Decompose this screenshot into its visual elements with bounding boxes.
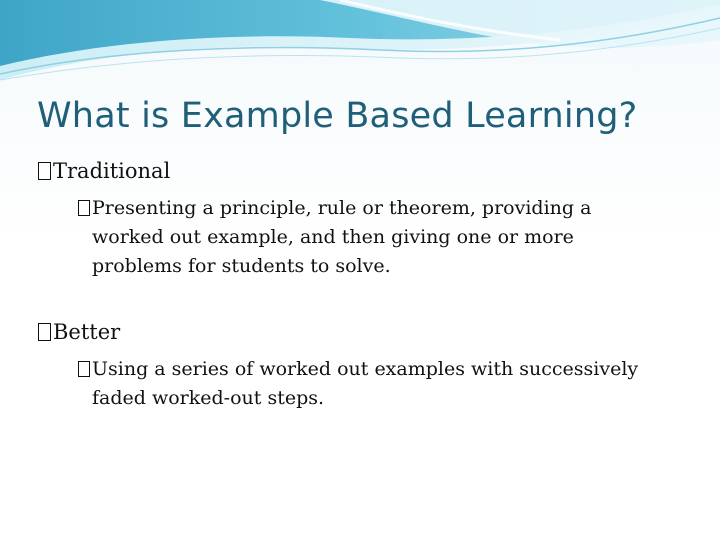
bullet-traditional [38,156,688,186]
sub-bullet-line: Presenting a principle, rule or theorem, providing a [92,197,592,219]
bullet-better [38,317,688,347]
header-wave-decoration [0,0,720,90]
sub-bullet-line: problems for students to solve. [92,255,391,277]
bullet-label: Better [53,320,121,344]
missing-glyph-icon [38,323,51,341]
missing-glyph-icon [78,200,90,216]
sub-bullet-better [78,355,688,413]
slide-title: What is Example Based Learning? [37,96,638,136]
bullet-label: Traditional [53,159,171,183]
sub-bullet-line: faded worked-out steps. [92,387,325,409]
sub-bullet-text [92,355,638,413]
sub-bullet-line: Using a series of worked out examples with successively [92,358,639,380]
bullet-list [38,156,688,413]
missing-glyph-icon [78,361,90,377]
sub-bullet-line: worked out example, and then giving one or more [92,226,574,248]
sub-bullet-traditional [78,194,688,281]
sub-bullet-text [92,194,591,281]
missing-glyph-icon [38,162,51,180]
